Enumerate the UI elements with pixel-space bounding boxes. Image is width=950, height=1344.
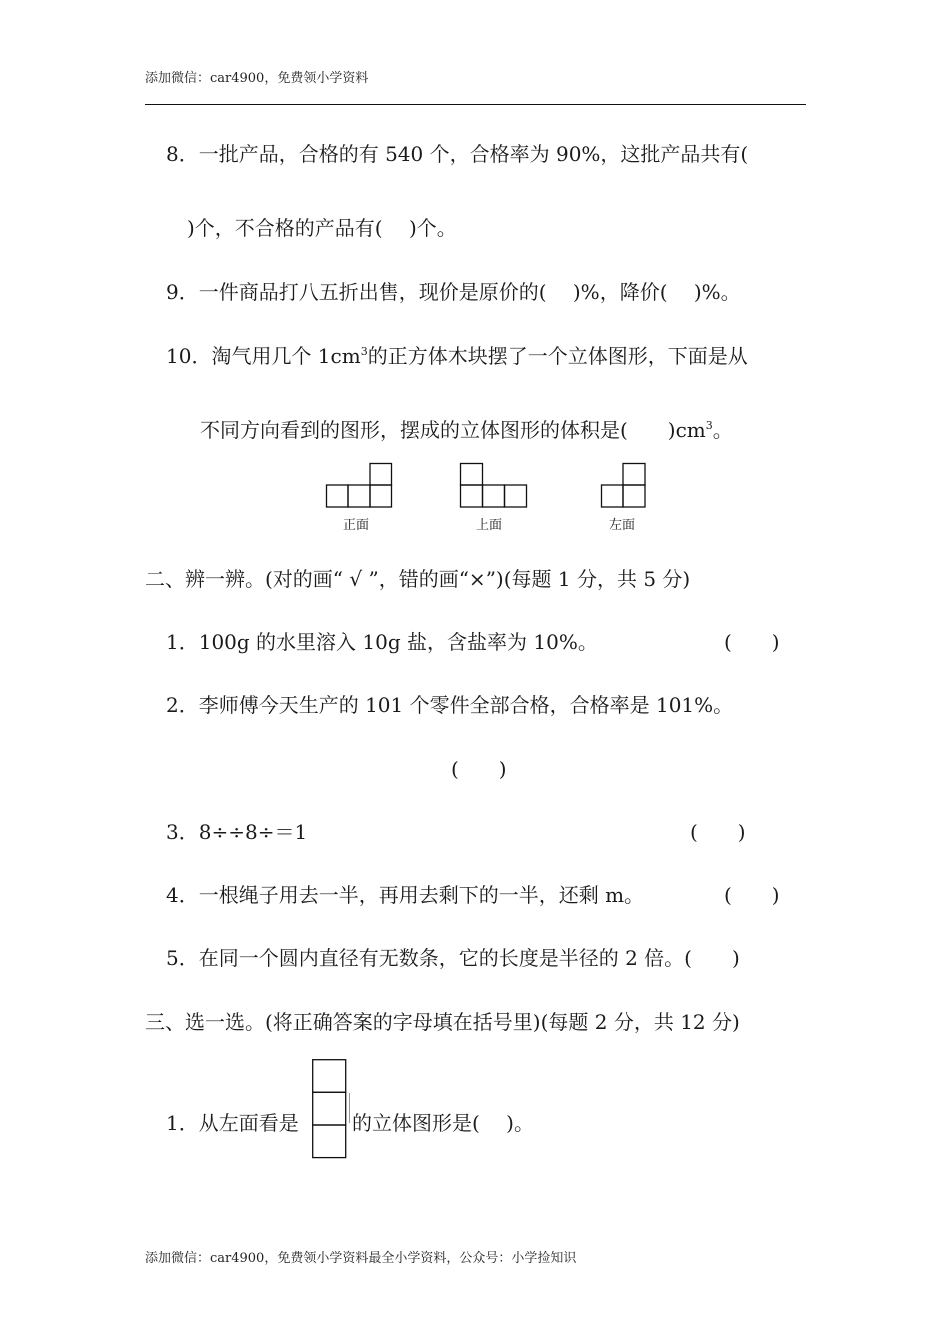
- question-8-line-1: 8．一批产品，合格的有 540 个，合格率为 90%，这批产品共有(: [166, 142, 749, 166]
- section-2-title: 二、辨一辨。(对的画“ √ ”，错的画“×”)(每题 1 分，共 5 分): [145, 567, 691, 591]
- judge-item-4-answer: ( ): [724, 883, 780, 907]
- choice-question-1-suffix: 的立体图形是( )。: [352, 1111, 534, 1135]
- page-header: 添加微信：car4900，免费领小学资料: [145, 71, 369, 86]
- top-view-figure: [460, 463, 527, 508]
- question-10-line-2: 不同方向看到的图形，摆成的立体图形的体积是( )$cm^3$。: [200, 418, 733, 442]
- left-view-column-figure: [312, 1059, 352, 1159]
- judge-item-3: 3．8÷÷8÷＝1: [166, 820, 308, 844]
- left-view-label: 左面: [609, 518, 636, 533]
- header-rule: [145, 104, 806, 105]
- judge-item-3-answer: ( ): [690, 820, 746, 844]
- judge-item-1-answer: ( ): [724, 630, 780, 654]
- front-view-figure: [326, 463, 392, 508]
- left-view-figure: [601, 463, 646, 508]
- judge-item-1: 1．100g 的水里溶入 10g 盐，含盐率为 10%。: [166, 630, 598, 654]
- choice-question-1-prefix: 1．从左面看是: [166, 1111, 299, 1135]
- judge-item-4: 4．一根绳子用去一半，再用去剩下的一半，还剩 m。: [166, 883, 645, 907]
- question-8-line-2: )个，不合格的产品有( )个。: [187, 216, 457, 240]
- judge-item-2-answer: ( ): [451, 757, 507, 781]
- page-footer: 添加微信：car4900，免费领小学资料最全小学资料，公众号：小学捡知识: [145, 1251, 577, 1266]
- judge-item-2: 2．李师傅今天生产的 101 个零件全部合格，合格率是 101%。: [166, 693, 734, 717]
- question-10-line-1: 10．淘气用几个 $1cm^3$的正方体木块摆了一个立体图形，下面是从: [166, 344, 748, 368]
- top-view-label: 上面: [476, 518, 503, 533]
- front-view-label: 正面: [343, 518, 370, 533]
- question-9: 9．一件商品打八五折出售，现价是原价的( )%，降价( )%。: [166, 280, 741, 304]
- section-3-title: 三、选一选。(将正确答案的字母填在括号里)(每题 2 分，共 12 分): [145, 1010, 740, 1034]
- judge-item-5: 5．在同一个圆内直径有无数条，它的长度是半径的 2 倍。( ): [166, 946, 740, 970]
